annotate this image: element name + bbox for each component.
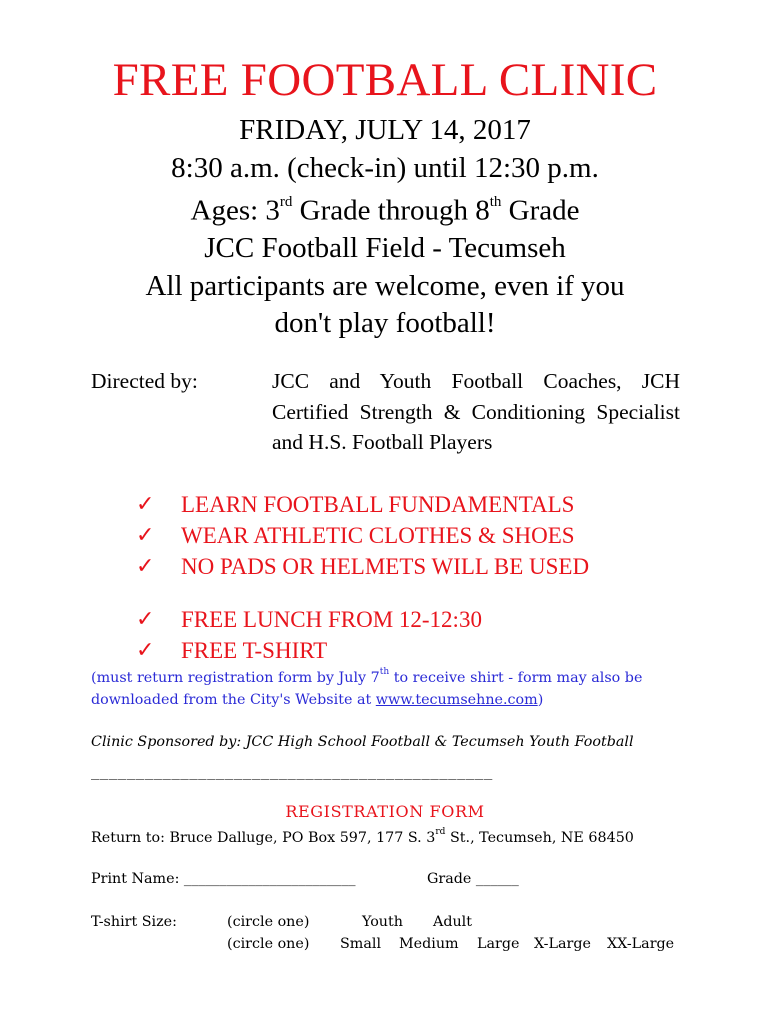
welcome-line-2: don't play football! bbox=[274, 307, 496, 340]
check-item bbox=[136, 604, 696, 635]
shirt-note: (must return registration form by July 7th to receive shirt - form may also be downloaded from the City's Website at www.tecumsehne.com) bbox=[91, 667, 643, 708]
checklist-1 bbox=[136, 489, 696, 582]
size-small-option[interactable]: Small bbox=[340, 936, 382, 952]
tshirt-size-label: T-shirt Size: bbox=[91, 914, 177, 930]
circle-one-label: (circle one) bbox=[227, 936, 310, 952]
directed-by-label: Directed by: bbox=[91, 369, 198, 393]
check-item-label: FREE LUNCH FROM 12-12:30 bbox=[181, 607, 482, 632]
circle-one-label: (circle one) bbox=[227, 914, 310, 930]
check-item-label: FREE T-SHIRT bbox=[181, 638, 328, 663]
event-date: FRIDAY, JULY 14, 2017 bbox=[239, 114, 531, 146]
event-time: 8:30 a.m. (check-in) until 12:30 p.m. bbox=[171, 151, 599, 184]
event-location: JCC Football Field - Tecumseh bbox=[204, 232, 566, 265]
event-info bbox=[0, 112, 770, 343]
check-item bbox=[136, 551, 696, 582]
checkmark-icon: ✓ bbox=[136, 638, 155, 663]
size-xlarge-option[interactable]: X-Large bbox=[534, 936, 591, 952]
size-adult-option[interactable]: Adult bbox=[433, 914, 473, 930]
check-item bbox=[136, 635, 696, 666]
size-large-option[interactable]: Large bbox=[477, 936, 520, 952]
website-link[interactable]: www.tecumsehne.com bbox=[375, 691, 538, 708]
size-medium-option[interactable]: Medium bbox=[399, 936, 459, 952]
directed-by-text: JCC and Youth Football Coaches, JCH Certified Strength & Conditioning Specialist and H.S. Football Players bbox=[272, 369, 680, 454]
checkmark-icon: ✓ bbox=[136, 523, 155, 548]
check-item-label: LEARN FOOTBALL FUNDAMENTALS bbox=[181, 492, 575, 517]
check-item-label: NO PADS OR HELMETS WILL BE USED bbox=[181, 554, 590, 579]
checkmark-icon: ✓ bbox=[136, 607, 155, 632]
size-xxlarge-option[interactable]: XX-Large bbox=[607, 936, 675, 952]
checkmark-icon: ✓ bbox=[136, 554, 155, 579]
sponsor-line: Clinic Sponsored by: JCC High School Football & Tecumseh Youth Football bbox=[91, 734, 634, 750]
welcome-line-1: All participants are welcome, even if you bbox=[145, 269, 625, 302]
print-name-field[interactable]: Print Name: ________________________ bbox=[91, 871, 356, 887]
registration-form-title: REGISTRATION FORM bbox=[285, 802, 485, 821]
name-grade-row bbox=[91, 868, 519, 890]
size-youth-option[interactable]: Youth bbox=[362, 914, 403, 930]
cut-line-divider: _____________________________________________ bbox=[91, 764, 493, 780]
check-item bbox=[136, 520, 696, 551]
event-ages: Ages: 3rd Grade through 8th Grade bbox=[190, 194, 580, 227]
check-item-label: WEAR ATHLETIC CLOTHES & SHOES bbox=[181, 523, 575, 548]
checkmark-icon: ✓ bbox=[136, 492, 155, 517]
return-address: Return to: Bruce Dalluge, PO Box 597, 177 S. 3rd St., Tecumseh, NE 68450 bbox=[91, 827, 634, 846]
grade-field[interactable]: Grade ______ bbox=[427, 871, 519, 887]
checklist-2 bbox=[136, 604, 696, 666]
check-item bbox=[136, 489, 696, 520]
flyer-title: FREE FOOTBALL CLINIC bbox=[112, 54, 658, 106]
